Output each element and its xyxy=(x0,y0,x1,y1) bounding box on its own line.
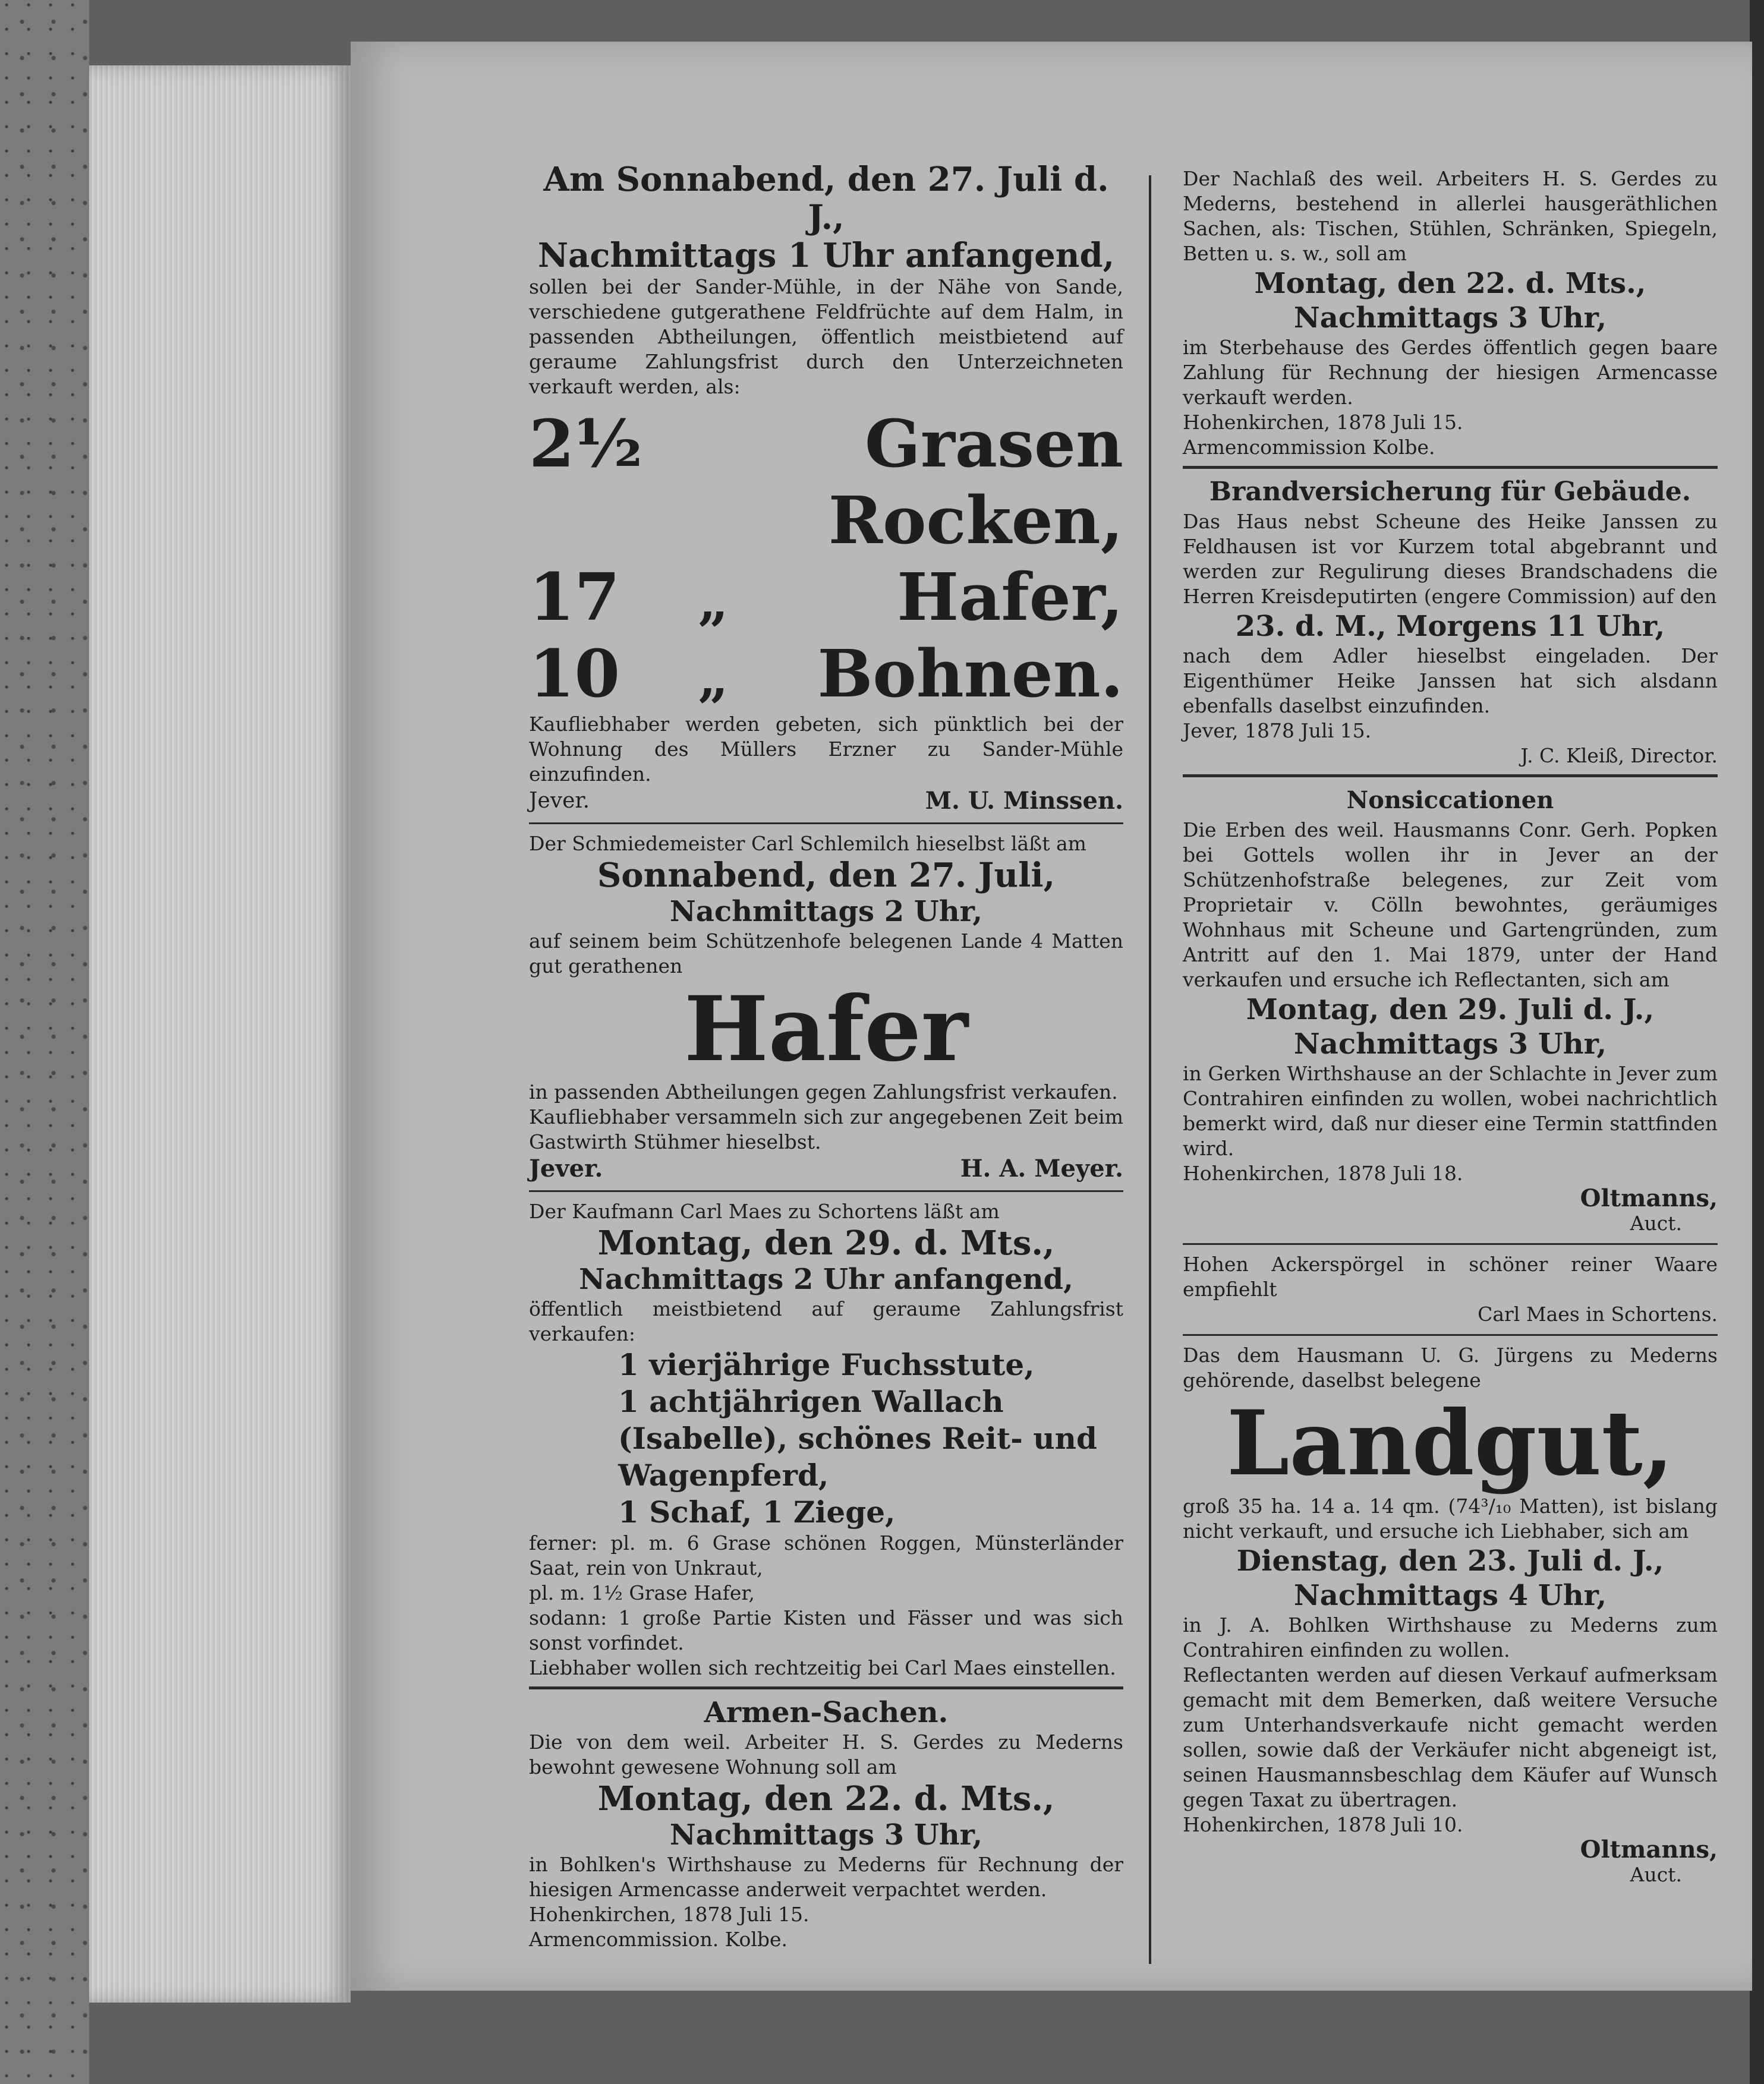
ad-body: Die von dem weil. Arbeiter H. S. Gerdes zu Mederns bewohnt gewesene Wohnung soll am xyxy=(529,1730,1123,1779)
headline: Montag, den 29. Juli d. J., xyxy=(1246,993,1655,1026)
section-title: Brandversicherung für Gebäude. xyxy=(1209,477,1691,507)
book-cover-edge xyxy=(0,0,89,2084)
ad-body: ferner: pl. m. 6 Grase schönen Roggen, Münsterländer Saat, rein von Unkraut, pl. m. 1½ Grase Hafer, sodann: 1 große Partie Kisten und Fässer und was sich sonst vorfindet. xyxy=(529,1531,1123,1654)
signature: Oltmanns, xyxy=(1580,1836,1718,1864)
ad-feldfruechte xyxy=(529,160,1123,815)
section-title: Armen-Sachen. xyxy=(704,1696,949,1729)
place: Jever. xyxy=(529,789,590,813)
headline: Am Sonnabend, den 27. Juli d. J., xyxy=(543,160,1109,237)
ad-separator xyxy=(529,1686,1123,1689)
place: Hohenkirchen, 1878 Juli 15. xyxy=(1183,411,1463,434)
ad-body: Kaufliebhaber versammeln sich zur angegebenen Zeit beim Gastwirth Stühmer hieselbst. xyxy=(529,1105,1123,1153)
column-divider xyxy=(1149,175,1151,1964)
place: Hohenkirchen, 1878 Juli 10. xyxy=(1183,1813,1463,1836)
hafer-title: Hafer xyxy=(684,977,968,1082)
headline: Montag, den 29. d. Mts., xyxy=(597,1224,1055,1263)
ad-body: Die Erben des weil. Hausmanns Conr. Gerh. Popken bei Gottels wollen ihr in Jever an der Schützenhofstraße belegenes, zur Zeit vom Proprietair v. Cölln bewohntes, geräumiges Wohnhaus mit Scheune und Gartengründen, zum Antritt auf den 1. Mai 1879, unter der Hand verkaufen und ersuche ich Reflectanten, sich am xyxy=(1183,818,1718,991)
crop-row xyxy=(529,635,1123,712)
ad-body: in Bohlken's Wirthshause zu Mederns für Rechnung der hiesigen Armencasse anderweit verpachtet werden. xyxy=(529,1853,1123,1901)
ad-body: in Gerken Wirthshause an der Schlachte in Jever zum Contrahiren einfinden zu wollen, wobei nachrichtlich bemerkt wird, daß nur dieser eine Termin stattfinden wird. xyxy=(1183,1062,1718,1160)
ad-body: nach dem Adler hieselbst eingeladen. Der Eigenthümer Heike Janssen hat sich alsdann ebenfalls daselbst einzufinden. xyxy=(1183,644,1718,717)
signature-line xyxy=(529,1155,1123,1183)
headline-time: Nachmittags 2 Uhr anfangend, xyxy=(579,1263,1073,1296)
headline-time: Nachmittags 2 Uhr, xyxy=(669,895,983,928)
ditto-mark: „ xyxy=(698,570,729,633)
ad-body: in J. A. Bohlken Wirthshause zu Mederns zum Contrahiren einfinden zu wollen. xyxy=(1183,1613,1718,1661)
crop-amount: 10 xyxy=(529,635,620,712)
ad-body: im Sterbehause des Gerdes öffentlich gegen baare Zahlung für Rechnung der hiesigen Armencasse verkauft werden. xyxy=(1183,336,1718,409)
ad-nachlass xyxy=(1183,166,1718,460)
section-title: Nonsiccationen xyxy=(1346,786,1554,814)
ad-body: sollen bei der Sander-Mühle, in der Nähe von Sande, verschiedene gutgerathene Feldfrüchte auf dem Halm, in passenden Abtheilungen, öffentlich meistbietend auf geraume Zahlungsfrist durch den Unterzeichneten verkauft werden, als: xyxy=(529,275,1123,398)
ad-body: Das dem Hausmann U. G. Jürgens zu Mederns gehörende, daselbst belegene xyxy=(1183,1344,1718,1392)
ad-pferde xyxy=(529,1199,1123,1681)
page-stack-edge xyxy=(89,65,351,2003)
ad-ackerspoergel xyxy=(1183,1252,1718,1327)
headline-time: Nachmittags 3 Uhr, xyxy=(1293,1027,1607,1061)
crop-amount: 17 xyxy=(529,559,620,635)
signature-line xyxy=(529,787,1123,815)
ad-body: groß 35 ha. 14 a. 14 qm. (74³/₁₀ Matten), ist bislang nicht verkauft, und ersuche ich Liebhaber, sich am xyxy=(1183,1495,1718,1543)
ad-body: Hohen Ackerspörgel in schöner reiner Waare empfiehlt xyxy=(1183,1253,1718,1301)
crop-row xyxy=(529,559,1123,635)
signature: M. U. Minssen. xyxy=(925,787,1123,815)
ad-body: Liebhaber wollen sich rechtzeitig bei Carl Maes einstellen. xyxy=(529,1656,1116,1679)
headline: Dienstag, den 23. Juli d. J., xyxy=(1236,1544,1664,1578)
headline-time: Nachmittags 4 Uhr, xyxy=(1293,1579,1607,1612)
ad-footer: Kaufliebhaber werden gebeten, sich pünktlich bei der Wohnung des Müllers Erzner zu Sander-Mühle einzufinden. xyxy=(529,712,1123,786)
ad-separator xyxy=(1183,466,1718,469)
ad-intro: Der Kaufmann Carl Maes zu Schortens läßt am xyxy=(529,1200,1000,1223)
crop-amount: 2½ xyxy=(529,405,643,482)
ad-separator xyxy=(1183,1243,1718,1245)
ad-body: Reflectanten werden auf diesen Verkauf aufmerksam gemacht mit dem Bemerken, daß weitere Versuche zum Unterhandsverkaufe nicht gemacht werden sollen, sowie daß der Verkäufer nicht abgeneigt ist, seinen Hausmannsbeschlag dem Käufer auf Wunsch gegen Taxat zu übertragen. xyxy=(1183,1663,1718,1811)
left-column xyxy=(529,160,1123,1952)
crop-row xyxy=(529,405,1123,559)
headline: Montag, den 22. d. Mts., xyxy=(597,1779,1055,1818)
ad-body: Das Haus nebst Scheune des Heike Janssen zu Feldhausen ist vor Kurzem total abgebrannt und werden zur Regulirung dieses Brandschadens die Herren Kreisdeputirten (engere Commission) auf den xyxy=(1183,510,1718,608)
place: Jever, 1878 Juli 15. xyxy=(1183,719,1372,742)
place: Hohenkirchen, 1878 Juli 15. xyxy=(529,1903,809,1926)
signature-title: Auct. xyxy=(1630,1212,1682,1235)
ad-body: Der Nachlaß des weil. Arbeiters H. S. Gerdes zu Mederns, bestehend in allerlei hausgeräthlichen Sachen, als: Tischen, Stühlen, Schränken, Spiegeln, Betten u. s. w., soll am xyxy=(1183,167,1718,265)
ad-nonsiccationen xyxy=(1183,783,1718,1236)
signature: H. A. Meyer. xyxy=(960,1155,1123,1183)
signature-title: Auct. xyxy=(1630,1863,1682,1886)
crop-name: Bohnen. xyxy=(817,635,1123,712)
signature: Armencommission Kolbe. xyxy=(1183,436,1435,459)
ad-brandversicherung xyxy=(1183,475,1718,768)
ad-body: öffentlich meistbietend auf geraume Zahlungsfrist verkaufen: xyxy=(529,1297,1123,1345)
item-line: 1 Schaf, 1 Ziege, xyxy=(618,1495,896,1530)
headline: Sonnabend, den 27. Juli, xyxy=(597,856,1056,895)
ditto-mark: „ xyxy=(698,647,729,710)
ad-separator xyxy=(529,822,1123,824)
ad-separator xyxy=(1183,774,1718,777)
ad-intro: Der Schmiedemeister Carl Schlemilch hieselbst läßt am xyxy=(529,832,1086,855)
place: Hohenkirchen, 1878 Juli 18. xyxy=(1183,1162,1463,1185)
signature: Carl Maes in Schortens. xyxy=(1478,1303,1718,1326)
landgut-title: Landgut, xyxy=(1226,1391,1674,1496)
signature: Oltmanns, xyxy=(1580,1184,1718,1212)
headline: Montag, den 22. d. Mts., xyxy=(1254,267,1646,300)
crop-list xyxy=(529,405,1123,712)
ad-armen-sachen xyxy=(529,1695,1123,1952)
ad-body: auf seinem beim Schützenhofe belegenen Lande 4 Matten gut gerathenen xyxy=(529,929,1123,978)
newspaper-page xyxy=(351,42,1752,1991)
right-column xyxy=(1183,166,1718,1887)
signature: Armencommission. Kolbe. xyxy=(529,1928,788,1951)
crop-name: Grasen Rocken, xyxy=(828,405,1123,559)
crop-name: Hafer, xyxy=(897,559,1123,635)
headline: 23. d. M., Morgens 11 Uhr, xyxy=(1235,610,1665,643)
signature: J. C. Kleiß, Director. xyxy=(1520,744,1718,767)
headline-time: Nachmittags 3 Uhr, xyxy=(669,1818,983,1852)
ad-landgut xyxy=(1183,1343,1718,1887)
ad-hafer xyxy=(529,831,1123,1183)
ad-body: in passenden Abtheilungen gegen Zahlungsfrist verkaufen. xyxy=(529,1080,1118,1104)
ad-separator xyxy=(529,1190,1123,1192)
item-line: 1 vierjährige Fuchsstute, xyxy=(618,1347,1035,1382)
place: Jever. xyxy=(529,1155,603,1183)
headline-time: Nachmittags 1 Uhr anfangend, xyxy=(537,236,1115,275)
headline-time: Nachmittags 3 Uhr, xyxy=(1293,301,1607,335)
item-line: 1 achtjährigen Wallach (Isabelle), schönes Reit- und Wagenpferd, xyxy=(618,1384,1097,1493)
ad-separator xyxy=(1183,1334,1718,1336)
